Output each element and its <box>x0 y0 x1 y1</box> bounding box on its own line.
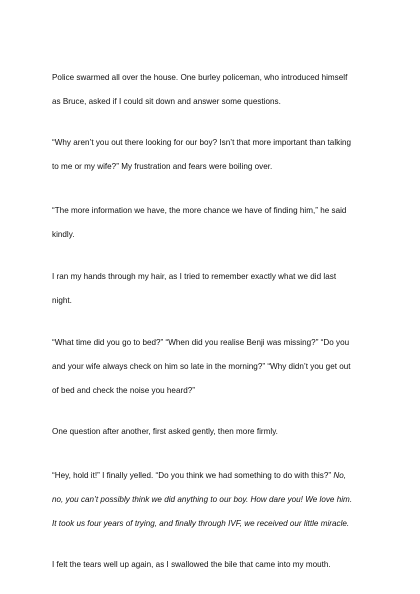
text-line <box>52 464 382 488</box>
text-line: kindly. <box>52 230 75 239</box>
text-line: One question after another, first asked gently, then more firmly. <box>52 427 278 436</box>
text-italic: No, <box>333 471 346 480</box>
paragraph-3 <box>52 199 382 247</box>
text-line: “What time did you go to bed?” “When did you realise Benji was missing?” “Do you <box>52 338 350 347</box>
text-line: I ran my hands through my hair, as I tried to remember exactly what we did last <box>52 272 337 281</box>
text-line: as Bruce, asked if I could sit down and answer some questions. <box>52 97 281 106</box>
text-line-italic: no, you can’t possibly think we did anything to our boy. How dare you! We love him. <box>52 495 353 504</box>
paragraph-5 <box>52 331 382 403</box>
text-line: “Why aren’t you out there looking for our boy? Isn’t that more important than talking <box>52 138 352 147</box>
paragraph-6 <box>52 420 382 444</box>
paragraph-2 <box>52 131 382 179</box>
paragraph-1 <box>52 66 382 114</box>
text-line: Police swarmed all over the house. One burley policeman, who introduced himself <box>52 73 348 82</box>
paragraph-7 <box>52 464 382 536</box>
text-line: and your wife always check on him so late in the morning?” “Why didn’t you get out <box>52 362 351 371</box>
paragraph-4 <box>52 265 382 313</box>
text-line: night. <box>52 296 72 305</box>
text-line: to me or my wife?” My frustration and fears were boiling over. <box>52 162 273 171</box>
text-normal: “Hey, hold it!” I finally yelled. “Do you think we had something to do with this?” <box>52 471 334 480</box>
paragraph-8 <box>52 553 382 577</box>
text-line-italic: It took us four years of trying, and finally through IVF, we received our little miracle. <box>52 519 350 528</box>
text-line: of bed and check the noise you heard?” <box>52 386 195 395</box>
text-line: I felt the tears well up again, as I swallowed the bile that came into my mouth. <box>52 560 331 569</box>
text-line: “The more information we have, the more chance we have of finding him,” he said <box>52 206 347 215</box>
